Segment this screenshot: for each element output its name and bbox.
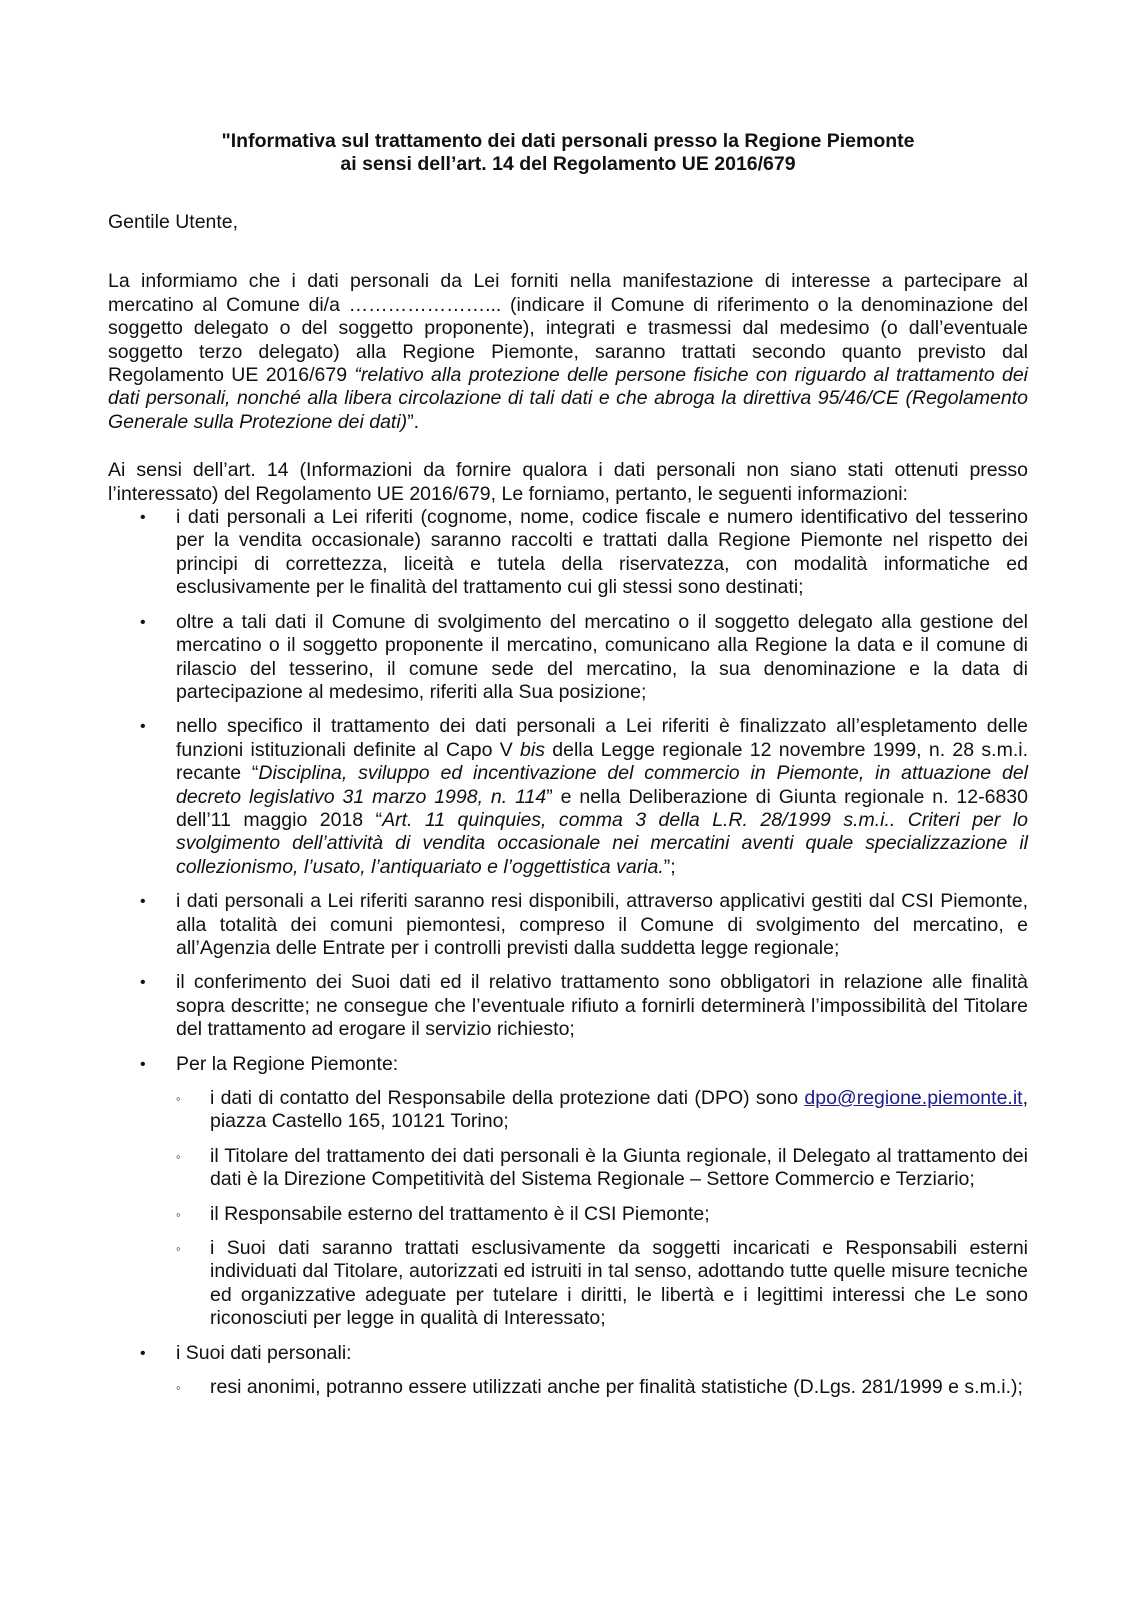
bullet-icon: •: [140, 718, 146, 736]
text-run-italic: Disciplina, sviluppo ed incentivazione del commercio in Piemonte, in attuazione del decreto legislativo 31 marzo 1998, n. 114: [176, 762, 1029, 808]
lead-paragraph: Ai sensi dell’art. 14 (Informazioni da fornire qualora i dati personali non siano stati ottenuti presso l’interessato) del Regolamento UE 2016/679, Le forniamo, pertanto, le seguenti informazioni:: [108, 459, 1028, 505]
sub-bullet-icon: ◦: [176, 1206, 181, 1222]
document-title: [108, 130, 1028, 176]
text-run: i dati di contatto del Responsabile della protezione dati (DPO) sono: [210, 1087, 805, 1109]
bullet-icon: •: [140, 1055, 146, 1073]
title-line-2: ai sensi dell’art. 14 del Regolamento UE 2016/679: [340, 153, 796, 175]
list-item-data-collection: [108, 506, 1028, 600]
sub-item-text: il Responsabile esterno del trattamento è il CSI Piemonte;: [210, 1202, 710, 1225]
sub-bullet-icon: ◦: [176, 1380, 181, 1396]
text-run: nello specifico il trattamento dei dati personali a Lei riferiti è finalizzato all’espletamento delle funzioni istituzionali definite al Capo V: [176, 715, 1028, 761]
title-line-1: "Informativa sul trattamento dei dati personali presso la Regione Piemonte: [221, 130, 915, 152]
sub-item-text: il Titolare del trattamento dei dati personali è la Giunta regionale, il Delegato al trattamento dei dati è la Direzione Competitività del Sistema Regionale – Settore Commercio e Terziario;: [210, 1144, 1028, 1191]
list-item-data-availability: [108, 890, 1028, 960]
intro-text: La informiamo che i dati personali da Lei forniti nella manifestazione di interesse a partecipare al mercatino al Comune di/a …………………... (indicare il Comune di riferimento o la denominazione del soggetto delegato o del soggetto proponente), integrati e trasmessi dal medesimo (o dall’eventuale soggetto terzo delegato) alla Regione Piemonte, saranno trattati secondo quanto previsto dal Regolamento UE 2016/679: [108, 270, 1028, 387]
sub-list-personal-data: [176, 1376, 1028, 1399]
text-run: ”;: [663, 855, 676, 878]
sub-item-titolare: [176, 1145, 1028, 1192]
sub-item-text: resi anonimi, potranno essere utilizzati anche per finalità statistiche (D.Lgs. 281/1999 e s.m.i.);: [210, 1376, 1023, 1399]
intro-end: ”.: [407, 410, 420, 433]
list-item-label: Per la Regione Piemonte:: [176, 1052, 399, 1075]
bullet-icon: •: [140, 1344, 146, 1362]
dpo-email-link[interactable]: dpo@regione.piemonte.it: [804, 1087, 1023, 1109]
sub-item-text: i Suoi dati saranno trattati esclusivamente da soggetti incaricati e Responsabili esterni individuati dal Titolare, autorizzati ed istruiti in tal senso, adottando tutte quelle misure tecniche ed organizzative adeguate per tutelare i diritti, le libertà e i legittimi interessi che Le sono riconosciuti per legge in qualità di Interessato;: [210, 1237, 1028, 1330]
text-run: della Legge regionale 12 novembre 1999, n. 28 s.m.i. recante “: [176, 738, 1028, 785]
bullet-icon: •: [140, 509, 146, 527]
greeting: Gentile Utente,: [108, 211, 239, 233]
list-item-mandatory-consent: [108, 971, 1028, 1041]
list-item-text: oltre a tali dati il Comune di svolgimento del mercatino o il soggetto delegato alla gestione del mercatino o il soggetto proponente il mercatino, comunicano alla Regione la data e il comune di rilascio del tesserino, il comune sede del mercatino, la sua denominazione e la data di partecipazione al medesimo, riferiti alla Sua posizione;: [176, 610, 1028, 703]
list-item-label: i Suoi dati personali:: [176, 1341, 352, 1364]
bullet-icon: •: [140, 613, 146, 631]
intro-paragraph: [108, 270, 1028, 434]
sub-item-statistics: [176, 1376, 1028, 1399]
text-run: , piazza Castello 165, 10121 Torino;: [210, 1087, 1028, 1133]
list-item-personal-data: [108, 1342, 1028, 1400]
list-item-text: [176, 715, 1028, 877]
regulation-title: “relativo alla protezione delle persone fisiche con riguardo al trattamento dei dati personali, nonché alla libera circolazione di tali dati e che abroga la direttiva 95/46/CE (Regolamento Generale sulla Protezione dei dati): [108, 364, 1028, 433]
sub-bullet-icon: ◦: [176, 1241, 181, 1257]
list-item-regione-piemonte: [108, 1053, 1028, 1331]
sub-bullet-icon: ◦: [176, 1148, 181, 1164]
information-list: [108, 506, 1028, 1399]
sub-list-regione: [176, 1087, 1028, 1331]
bullet-icon: •: [140, 893, 146, 911]
sub-item-dpo-contact: [176, 1087, 1028, 1134]
sub-bullet-icon: ◦: [176, 1091, 181, 1106]
list-item-purpose: [108, 715, 1028, 879]
bullet-icon: •: [140, 974, 146, 992]
text-run-italic: Art. 11 quinquies, comma 3 della L.R. 28/1999 s.m.i.. Criteri per lo svolgimento dell’attività di vendita occasionale nei mercatini aventi quale specializzazione il collezionismo, l’usato, l’antiquariato e l’oggettistica varia.: [176, 808, 1029, 878]
text-run: ” e nella Deliberazione di Giunta regionale n. 12-6830 dell’11 maggio 2018 “: [176, 785, 1028, 831]
document-body: [108, 130, 1028, 1410]
text-run-italic: bis: [520, 738, 545, 761]
sub-item-responsabile-esterno: [176, 1203, 1028, 1226]
list-item-data-communication: [108, 611, 1028, 705]
sub-item-incaricati: [176, 1237, 1028, 1331]
list-item-text: il conferimento dei Suoi dati ed il relativo trattamento sono obbligatori in relazione alle finalità sopra descritte; ne consegue che l’eventuale rifiuto a fornirli determinerà l’impossibilità del Titolare del trattamento ad erogare il servizio richiesto;: [176, 971, 1028, 1041]
list-item-text: i dati personali a Lei riferiti saranno resi disponibili, attraverso applicativi gestiti dal CSI Piemonte, alla totalità dei comuni piemontesi, compreso il Comune di svolgimento del mercatino, e all’Agenzia delle Entrate per i controlli previsti dalla suddetta legge regionale;: [176, 890, 1028, 959]
list-item-text: i dati personali a Lei riferiti (cognome, nome, codice fiscale e numero identificativo del tesserino per la vendita occasionale) saranno raccolti e trattati dalla Regione Piemonte nel rispetto dei principi di correttezza, liceità e tutela della riservatezza, con modalità informatiche ed esclusivamente per le finalità del trattamento cui gli stessi sono destinati;: [176, 506, 1028, 599]
